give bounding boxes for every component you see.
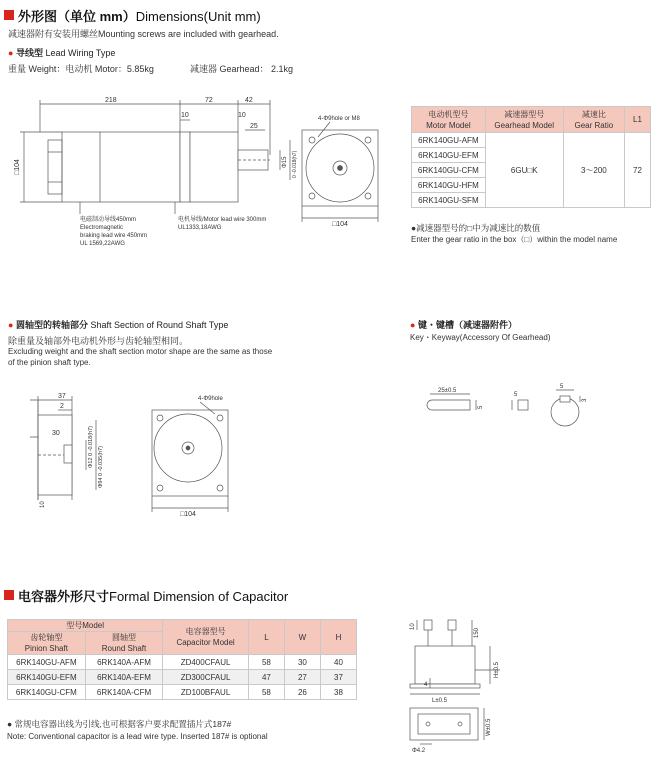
mounting-note: 减速器附有安装用螺丝Mounting screws are included with gearhead. bbox=[8, 29, 279, 39]
dim-37: 37 bbox=[58, 393, 66, 400]
header-gear-ratio: 减速比 Gear Ratio bbox=[563, 107, 624, 133]
bullet-icon: ● bbox=[8, 320, 14, 330]
motor-model-cell: 6RK140GU-HFM bbox=[412, 178, 486, 193]
dim-218: 218 bbox=[105, 97, 117, 104]
brake-wire-cn: 电磁制动导线450mm bbox=[80, 217, 137, 223]
header-round-shaft: 圆轴型 Round Shaft bbox=[85, 632, 163, 655]
motor-model-cell: 6RK140GU-EFM bbox=[412, 148, 486, 163]
dim-10: 10 bbox=[40, 501, 46, 508]
table-row: 6RK140GU-AFM 6RK140A-AFM ZD400CFAUL 58 30 40 bbox=[8, 655, 357, 670]
dim-104b: □104 bbox=[332, 221, 348, 228]
shaft-tolerance: 0 -0.018(h7) bbox=[292, 150, 298, 178]
hole-note: 4-Φ9hole bbox=[198, 396, 223, 402]
height-dim: H±0.5 bbox=[494, 662, 500, 678]
round-shaft-desc-cn: 除重量及轴部外电动机外形与齿轮轴型相同。 bbox=[8, 336, 189, 346]
key-subhead-en: Key・Keyway(Accessory Of Gearhead) bbox=[410, 333, 551, 342]
dim-42: 42 bbox=[245, 97, 253, 104]
motor-lead-en: UL1333,18AWG bbox=[178, 225, 222, 231]
motor-lead-cn: 电机导线/Motor lead wire 300mm bbox=[178, 217, 267, 223]
motor-model-cell: 6RK140GU-CFM bbox=[412, 163, 486, 178]
brake-wire-en1: Electromagnetic bbox=[80, 225, 124, 231]
dim-25: 25 bbox=[250, 123, 258, 130]
key-subhead: ● 键・键槽（减速器附件） bbox=[410, 320, 517, 330]
shaft-diameter: Φ15 bbox=[282, 156, 288, 168]
ratio-note-cn: ●减速器型号的□中为减速比的数值 bbox=[411, 223, 541, 233]
table-row: 6RK140GU-EFM 6RK140A-EFM ZD300CFAUL 47 27 37 bbox=[8, 670, 357, 685]
ratio-note-en: Enter the gear ratio in the box（□）within the model name bbox=[411, 235, 618, 244]
dim-72: 72 bbox=[205, 97, 213, 104]
section-title-dimensions: 外形图（单位 mm）Dimensions(Unit mm) bbox=[18, 9, 261, 24]
round-shaft-desc-en1: Excluding weight and the shaft section motor shape are the same as those bbox=[8, 347, 273, 356]
brake-wire-en3: UL 1569,22AWG bbox=[80, 241, 125, 247]
dim-2: 2 bbox=[60, 403, 64, 410]
header-gearhead-model: 减速器型号 Gearhead Model bbox=[485, 107, 563, 133]
dim-12: Φ12 0 -0.018(h7) bbox=[88, 426, 94, 468]
ratio-cell: 3～200 bbox=[563, 133, 624, 208]
header-capacitor-model: 电容器型号 Capacitor Model bbox=[163, 620, 249, 655]
header-w: W bbox=[284, 620, 320, 655]
keyway-depth: 3 bbox=[582, 398, 588, 402]
dim-104: □104 bbox=[14, 159, 21, 175]
dim-10b: 10 bbox=[238, 112, 246, 119]
dim-10: 10 bbox=[181, 112, 189, 119]
dim-30: 30 bbox=[52, 430, 60, 437]
dim-104: □104 bbox=[180, 511, 196, 518]
header-l1: L1 bbox=[624, 107, 650, 133]
header-pinion-shaft: 齿轮轴型 Pinion Shaft bbox=[8, 632, 86, 655]
bullet-icon: ● bbox=[410, 320, 416, 330]
header-l: L bbox=[248, 620, 284, 655]
key-length: 25±0.5 bbox=[438, 388, 457, 394]
gearhead-cell: 6GU□K bbox=[485, 133, 563, 208]
section-title-capacitor: 电容器外形尺寸Formal Dimension of Capacitor bbox=[18, 589, 289, 604]
gearhead-weight: 减速器 Gearhead： 2.1kg bbox=[190, 64, 294, 74]
header-motor-model: 电动机型号 Motor Model bbox=[412, 107, 486, 133]
length-dim: L±0.5 bbox=[432, 698, 447, 704]
hole-note: 4-Φ9hole or M8 bbox=[318, 116, 360, 122]
bullet-icon: ● bbox=[8, 48, 14, 58]
terminal-dim-10: 10 bbox=[410, 623, 416, 630]
dim-94: Φ94 0 -0.035(h7) bbox=[98, 446, 104, 488]
round-shaft-desc-en2: of the pinion shaft type. bbox=[8, 358, 91, 367]
keyway-width: 5 bbox=[560, 384, 564, 390]
capacitor-note-en: Note: Conventional capacitor is a lead wire type. Inserted 187# is optional bbox=[7, 732, 268, 741]
motor-weight: 重量 Weight：电动机 Motor：5.85kg bbox=[8, 64, 154, 74]
tab-dim-4: 4 bbox=[424, 682, 428, 688]
header-model-group: 型号Model bbox=[8, 620, 163, 632]
lead-wiring-subhead: ● 导线型 Lead Wiring Type bbox=[8, 48, 116, 58]
lead-dim-150: 150 bbox=[474, 627, 480, 638]
width-dim: W±0.5 bbox=[486, 718, 492, 736]
motor-model-cell: 6RK140GU-SFM bbox=[412, 193, 486, 208]
round-shaft-subhead: ● 圆轴型的转轴部分 Shaft Section of Round Shaft Type bbox=[8, 320, 229, 330]
motor-model-cell: 6RK140GU-AFM bbox=[412, 133, 486, 148]
l1-cell: 72 bbox=[624, 133, 650, 208]
key-width: 5 bbox=[514, 392, 518, 398]
key-height: 5 bbox=[478, 405, 484, 409]
brake-wire-en2: braking lead wire 450mm bbox=[80, 233, 148, 239]
table-row: 6RK140GU-CFM 6RK140A-CFM ZD100BFAUL 58 26 38 bbox=[8, 685, 357, 700]
hole-dim: Φ4.2 bbox=[412, 748, 426, 754]
header-h: H bbox=[320, 620, 356, 655]
capacitor-note-cn: ● 常规电容器出线为引线,也可根据客户要求配置插片式187# bbox=[7, 719, 232, 729]
